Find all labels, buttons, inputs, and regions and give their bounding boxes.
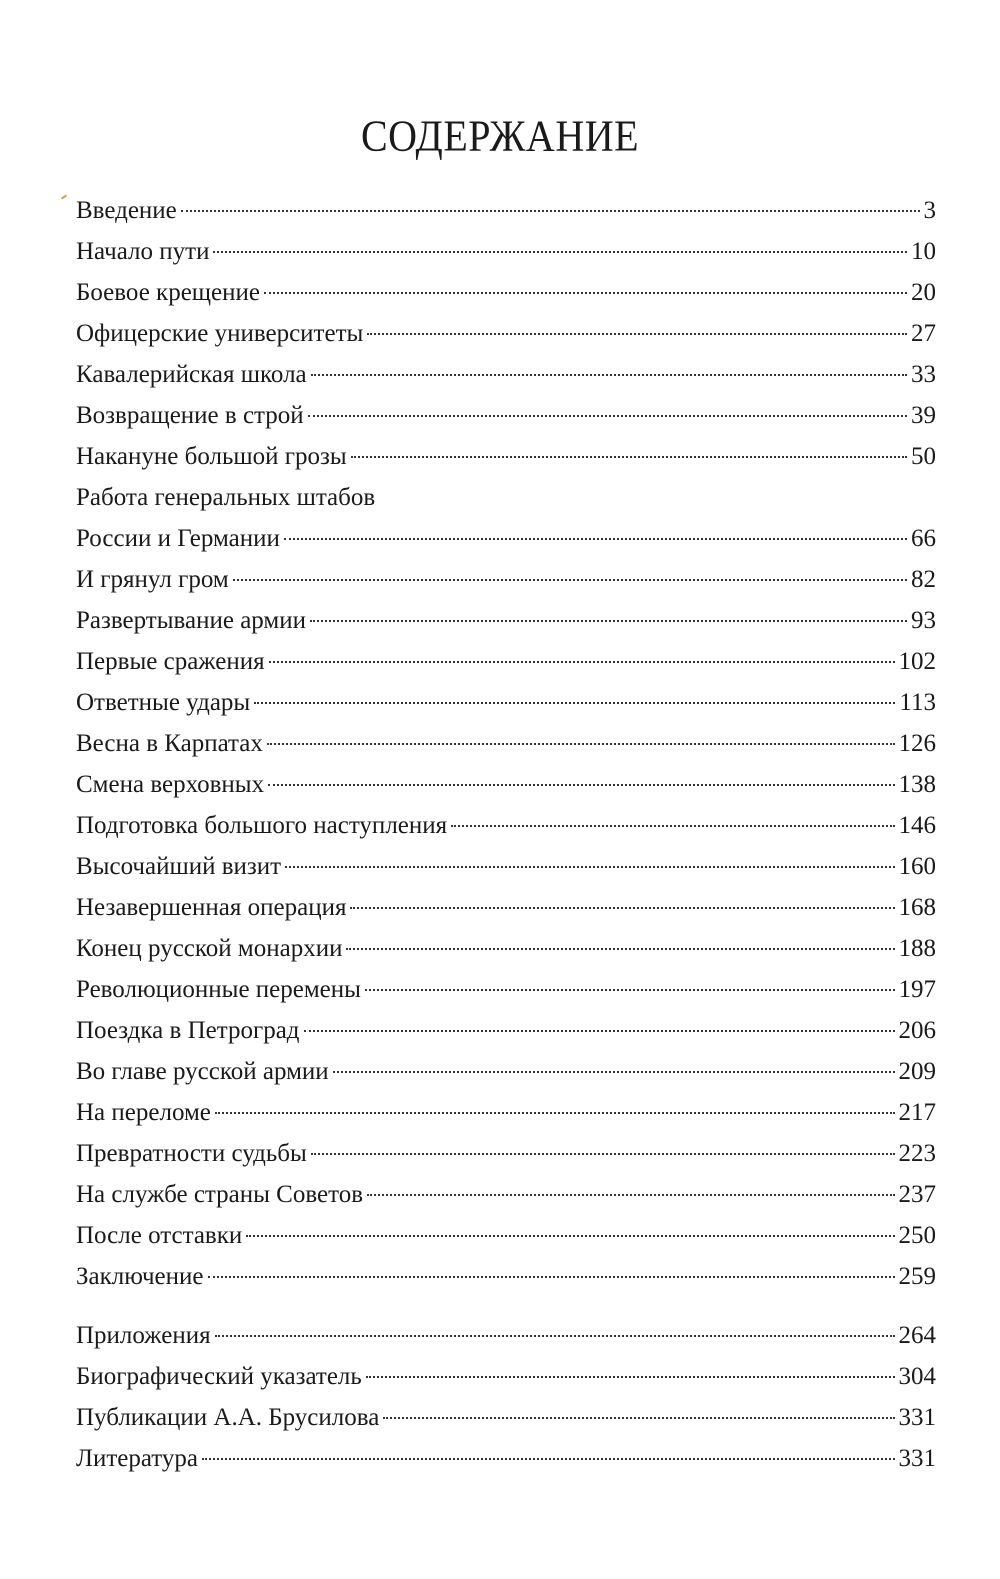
toc-entry[interactable] [76, 1356, 936, 1397]
dot-leader [285, 866, 894, 868]
toc-entry-page: 197 [898, 976, 936, 1003]
dot-leader [208, 1276, 895, 1278]
margin-mark [61, 194, 67, 199]
dot-leader [246, 1235, 894, 1237]
toc-entry-title: Работа генеральных штабов [76, 484, 376, 511]
dot-leader [304, 1030, 895, 1032]
toc-entry-title: Публикации А.А. Брусилова [76, 1404, 380, 1431]
toc-entry-title: Литература [76, 1445, 198, 1472]
toc-entry-page: 250 [898, 1222, 936, 1249]
toc-entry-page: 3 [923, 197, 936, 224]
toc-entry[interactable] [76, 764, 936, 805]
toc-entry-title: На переломе [76, 1099, 211, 1126]
dot-leader [267, 743, 895, 745]
dot-leader [346, 948, 894, 950]
toc-entry-page: 10 [911, 238, 936, 265]
toc-entry[interactable] [76, 805, 936, 846]
toc-entry-page: 39 [911, 402, 936, 429]
toc-entry-title: Офицерские университеты [76, 320, 364, 347]
toc-entry-page: 304 [898, 1363, 936, 1390]
dot-leader [215, 1112, 895, 1114]
toc-entry-title: И грянул гром [76, 566, 229, 593]
dot-leader [268, 784, 894, 786]
toc-entry-title: Подготовка большого наступления [76, 812, 448, 839]
toc-entry-page: 209 [898, 1058, 936, 1085]
toc-entry-page: 217 [898, 1099, 936, 1126]
toc-entry-page: 168 [898, 894, 936, 921]
toc-entry-title: России и Германии [76, 525, 280, 552]
dot-leader [311, 374, 907, 376]
toc-entry-page: 50 [911, 443, 936, 470]
toc-entry-page: 264 [898, 1322, 936, 1349]
toc-entry[interactable] [76, 436, 936, 477]
toc-entry-title: Смена верховных [76, 771, 265, 798]
toc-entry-title: Введение [76, 197, 177, 224]
toc-entry-title: Ответные удары [76, 689, 251, 716]
dot-leader [310, 620, 907, 622]
toc-entry[interactable] [76, 1438, 936, 1479]
toc-entry[interactable] [76, 395, 936, 436]
toc-entry-page: 93 [911, 607, 936, 634]
dot-leader [284, 538, 907, 540]
toc-entry-page: 27 [911, 320, 936, 347]
toc-entry[interactable] [76, 846, 936, 887]
toc-appendix-list [76, 1315, 936, 1479]
toc-entry-title: На службе страны Советов [76, 1181, 363, 1208]
toc-entry[interactable] [76, 1010, 936, 1051]
toc-entry-title: Во главе русской армии [76, 1058, 329, 1085]
toc-entry[interactable] [76, 1315, 936, 1356]
dot-leader [333, 1071, 895, 1073]
toc-entry[interactable] [76, 1092, 936, 1133]
toc-entry-page: 188 [898, 935, 936, 962]
toc-entry[interactable] [76, 887, 936, 928]
toc-entry[interactable] [76, 313, 936, 354]
dot-leader [367, 333, 907, 335]
toc-entry-title: Начало пути [76, 238, 210, 265]
dot-leader [254, 702, 895, 704]
dot-leader [311, 1153, 895, 1155]
toc-entry-title: Весна в Карпатах [76, 730, 263, 757]
dot-leader [350, 907, 894, 909]
toc-entry-page: 102 [898, 648, 936, 675]
toc-entry[interactable] [76, 1051, 936, 1092]
dot-leader [308, 415, 907, 417]
toc-entry[interactable] [76, 559, 936, 600]
toc-entry-page: 20 [911, 279, 936, 306]
toc-entry[interactable] [76, 1215, 936, 1256]
toc-entry-title: Революционные перемены [76, 976, 361, 1003]
toc-entry-page: 206 [898, 1017, 936, 1044]
toc-entry-page: 259 [898, 1263, 936, 1290]
section-gap [76, 1297, 936, 1315]
toc-entry-page: 126 [898, 730, 936, 757]
dot-leader [269, 661, 895, 663]
toc-entry[interactable] [76, 1256, 936, 1297]
page-title: СОДЕРЖАНИЕ [360, 110, 640, 161]
toc-entry[interactable] [76, 969, 936, 1010]
toc-entry-title: Высочайший визит [76, 853, 282, 880]
toc-entry-page: 331 [898, 1445, 936, 1472]
toc-entry-title: Биографический указатель [76, 1363, 362, 1390]
toc-entry[interactable] [76, 682, 936, 723]
table-of-contents [76, 190, 936, 1479]
toc-entry-title: Возвращение в строй [76, 402, 304, 429]
dot-leader [366, 1376, 895, 1378]
dot-leader [365, 989, 895, 991]
toc-entry-title: После отставки [76, 1222, 243, 1249]
dot-leader [215, 1335, 895, 1337]
dot-leader [233, 579, 907, 581]
toc-entry[interactable] [76, 1397, 936, 1438]
dot-leader [351, 456, 907, 458]
toc-entry-title: Превратности судьбы [76, 1140, 307, 1167]
toc-entry-page: 66 [911, 525, 936, 552]
toc-entry-page: 237 [898, 1181, 936, 1208]
dot-leader [383, 1417, 894, 1419]
toc-entry-title: Поездка в Петроград [76, 1017, 300, 1044]
toc-entry-title: Незавершенная операция [76, 894, 347, 921]
dot-leader [367, 1194, 895, 1196]
toc-entry-page: 331 [898, 1404, 936, 1431]
toc-entry[interactable] [76, 354, 936, 395]
toc-main-list [76, 190, 936, 1297]
toc-entry-title: Конец русской монархии [76, 935, 343, 962]
dot-leader [181, 210, 920, 212]
dot-leader [213, 251, 907, 253]
toc-entry-continued[interactable] [76, 477, 936, 518]
toc-entry[interactable] [76, 600, 936, 641]
toc-entry-page: 160 [898, 853, 936, 880]
toc-entry-page: 33 [911, 361, 936, 388]
toc-entry-title: Приложения [76, 1322, 211, 1349]
toc-entry-page: 223 [898, 1140, 936, 1167]
toc-entry-title: Кавалерийская школа [76, 361, 307, 388]
toc-entry-title: Первые сражения [76, 648, 265, 675]
toc-entry-page: 82 [911, 566, 936, 593]
dot-leader [451, 825, 894, 827]
toc-entry[interactable] [76, 190, 936, 231]
toc-entry[interactable] [76, 1133, 936, 1174]
toc-entry-page: 113 [899, 689, 936, 716]
dot-leader [202, 1458, 895, 1460]
toc-entry[interactable] [76, 518, 936, 559]
toc-entry-page: 138 [898, 771, 936, 798]
toc-entry-title: Развертывание армии [76, 607, 306, 634]
toc-entry-title: Заключение [76, 1263, 204, 1290]
toc-entry[interactable] [76, 272, 936, 313]
toc-entry[interactable] [76, 928, 936, 969]
toc-entry[interactable] [76, 723, 936, 764]
dot-leader [264, 292, 907, 294]
toc-entry-title: Накануне большой грозы [76, 443, 347, 470]
toc-entry[interactable] [76, 1174, 936, 1215]
toc-entry[interactable] [76, 641, 936, 682]
toc-entry[interactable] [76, 231, 936, 272]
toc-entry-title: Боевое крещение [76, 279, 260, 306]
toc-entry-page: 146 [898, 812, 936, 839]
